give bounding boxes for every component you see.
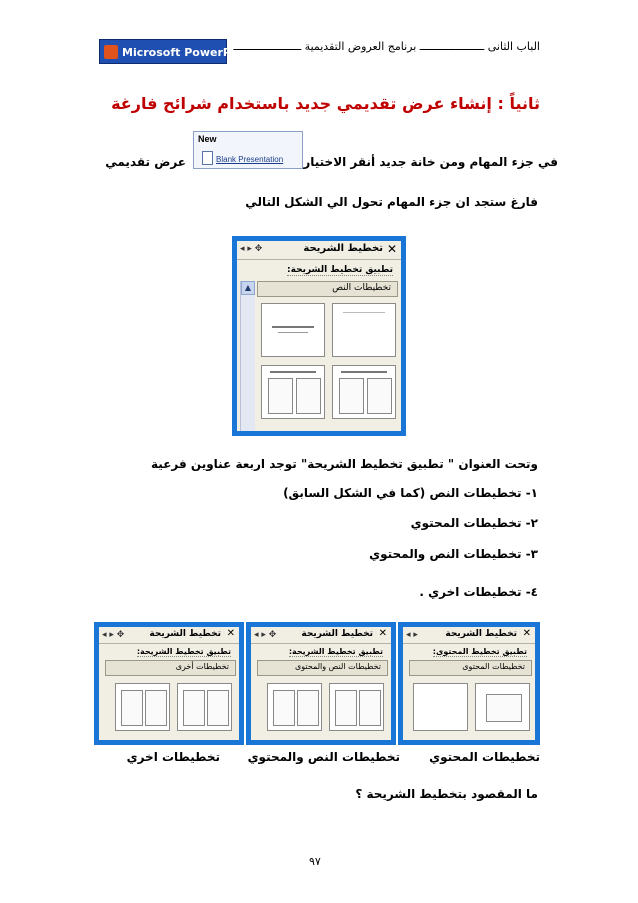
logo-text: Microsoft PowerPoint: [122, 46, 256, 59]
category-header[interactable]: [105, 660, 236, 676]
list-item-1: ١- تخطيطات النص (كما في الشكل السابق): [283, 486, 538, 500]
layout-blank-thumb[interactable]: [332, 303, 396, 357]
pane-text-content-layouts: [246, 622, 396, 745]
section-heading: ثانياً : إنشاء عرض تقديمي جديد باستخدام شرائح فارغة: [111, 94, 540, 113]
pane-nav-icon[interactable]: ◂ ▸ ✥: [102, 630, 125, 640]
pane-nav-icon[interactable]: ◂ ▸ ✥: [240, 244, 263, 254]
category-label: تخطيطات النص: [332, 283, 391, 293]
list-item-4: ٤- تخطيطات اخري .: [419, 585, 538, 599]
list-item-3: ٣- تخطيطات النص والمحتوي: [369, 547, 538, 561]
blank-presentation-link[interactable]: Blank Presentation: [216, 155, 284, 164]
para1-right: في جزء المهام ومن خانة جديد أنقر الاختيار: [303, 155, 558, 169]
powerpoint-icon: [104, 45, 118, 59]
pane-other-layouts: [94, 622, 244, 745]
layout-two-column-thumb[interactable]: [261, 365, 325, 419]
list-item-2: ٢- تخطيطات المحتوي: [410, 516, 538, 530]
pane-content-layouts: [398, 622, 540, 745]
scrollbar[interactable]: [240, 281, 255, 431]
pane-title: تخطيط الشريحة: [149, 629, 221, 639]
category-header[interactable]: [257, 660, 388, 676]
pane-nav-icon[interactable]: ◂ ▸ ✥: [254, 630, 277, 640]
pane-subtitle: تطبيق تخطيط المحتوى:: [432, 647, 527, 656]
close-icon[interactable]: ✕: [386, 242, 397, 256]
pane-title: تخطيط الشريحة: [301, 629, 373, 639]
chapter-header: الباب الثانى ــــــــــــــــــــ برنامج العروض التقديمية ـــــــــــــــــــــ: [233, 40, 540, 53]
layout-thumb[interactable]: [329, 683, 384, 731]
new-blank-presentation-snippet: [193, 131, 303, 169]
close-icon[interactable]: ✕: [522, 628, 531, 639]
layout-title-text-thumb[interactable]: [332, 365, 396, 419]
pane-nav-icon[interactable]: ◂ ▸: [406, 630, 418, 640]
new-label: New: [198, 134, 217, 144]
blank-document-icon: [202, 151, 213, 165]
layout-blank-thumb[interactable]: [413, 683, 468, 731]
powerpoint-logo: [99, 39, 256, 64]
close-icon[interactable]: ✕: [378, 628, 387, 639]
layout-thumb[interactable]: [177, 683, 232, 731]
para1-left: عرض تقديمي: [105, 155, 186, 169]
pane-subtitle: تطبيق تخطيط الشريحة:: [136, 647, 231, 656]
category-header[interactable]: [257, 281, 398, 297]
layout-content-thumb[interactable]: [475, 683, 530, 731]
pane-titlebar: [237, 241, 401, 260]
category-label: تخطيطات أخرى: [175, 662, 229, 671]
para2: فارغ ستجد ان جزء المهام تحول الي الشكل التالي: [245, 195, 538, 209]
caption-other-layouts: تخطيطات اخري: [126, 750, 220, 764]
category-header[interactable]: [409, 660, 532, 676]
slide-layout-pane: [232, 236, 406, 436]
close-icon[interactable]: ✕: [226, 628, 235, 639]
para3: وتحت العنوان " تطبيق تخطيط الشريحة" توجد اربعة عناوين فرعية: [151, 457, 538, 471]
category-label: تخطيطات النص والمحتوى: [295, 662, 381, 671]
page-number: ٩٧: [309, 855, 321, 868]
pane-title: تخطيط الشريحة: [445, 629, 517, 639]
pane-title: تخطيط الشريحة: [303, 243, 383, 254]
scroll-up-icon[interactable]: ▲: [241, 281, 255, 295]
caption-content-layouts: تخطيطات المحتوي: [429, 750, 540, 764]
layout-thumb[interactable]: [267, 683, 322, 731]
layout-title-only-thumb[interactable]: [261, 303, 325, 357]
category-label: تخطيطات المحتوى: [462, 662, 525, 671]
layout-thumb[interactable]: [115, 683, 170, 731]
pane-subtitle: تطبيق تخطيط الشريحة:: [288, 647, 383, 656]
question: ما المقصود بتخطيط الشريحة ؟: [355, 787, 538, 801]
caption-text-content-layouts: تخطيطات النص والمحتوي: [247, 750, 400, 764]
pane-subtitle: تطبيق تخطيط الشريحة:: [287, 265, 393, 275]
